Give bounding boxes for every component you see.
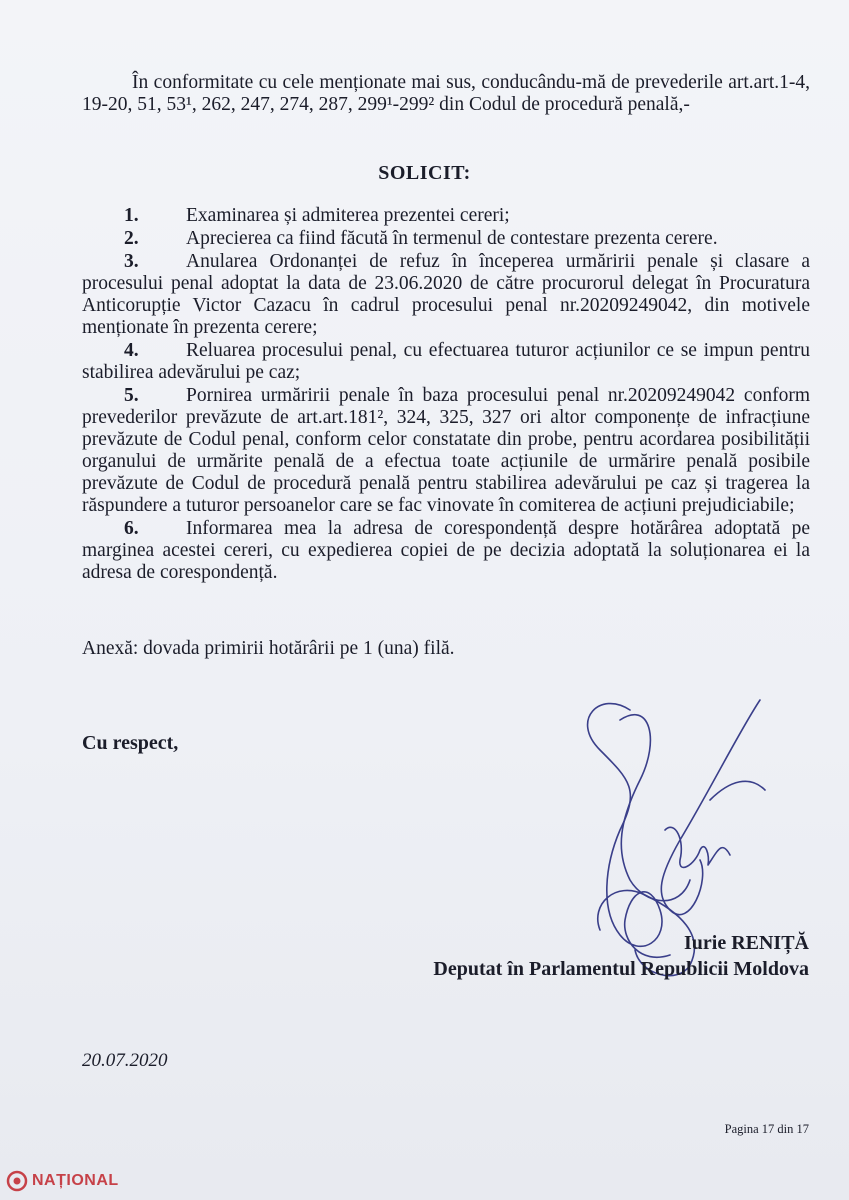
- page-number: Pagina 17 din 17: [724, 1122, 809, 1136]
- request-item: [82, 340, 810, 384]
- source-watermark: [6, 1170, 119, 1192]
- item-number: 2.: [124, 228, 139, 249]
- closing-salutation: Cu respect,: [82, 732, 179, 754]
- annex-line: Anexă: dovada primirii hotărârii pe 1 (una) filă.: [82, 638, 455, 659]
- item-text: Reluarea procesului penal, cu efectuarea tuturor acțiunilor ce se impun pentru stabilirea adevărului pe caz;: [82, 340, 810, 383]
- watermark-text: NAȚIONAL: [32, 1172, 119, 1189]
- item-number: 6.: [124, 518, 139, 539]
- request-item: [82, 205, 810, 227]
- item-text: Pornirea urmăririi penale în baza procesului penal nr.20209249042 conform prevederilor prevăzute de art.art.181², 324, 325, 327 ori altor componențe de infracțiune prevăzute de Codul penal, conform celor constatate din probe, pentru acordarea posibilității organului de urmărite penală de a efectua toate acțiunile de urmărire penală posibile prevăzute de Codul de procedură penală pentru stabilirea adevărului pe caz și tragerea la răspundere a tuturor persoanelor care se fac vinovate în comiterea de acțiuni prejudiciabile;: [82, 385, 810, 516]
- document-date: 20.07.2020: [82, 1050, 168, 1071]
- request-item: [82, 385, 810, 517]
- request-list: [82, 205, 810, 585]
- request-item: [82, 251, 810, 339]
- item-number: 3.: [124, 251, 139, 272]
- item-number: 1.: [124, 205, 139, 226]
- item-text: Informarea mea la adresa de corespondență despre hotărârea adoptată pe marginea acestei cereri, cu expedierea copiei de pe decizia adoptată la soluționarea ei la adresa de corespondență.: [82, 518, 810, 583]
- request-item: [82, 518, 810, 584]
- national-logo-icon: [6, 1170, 28, 1192]
- item-number: 4.: [124, 340, 139, 361]
- item-text: Anularea Ordonanței de refuz în începerea urmăririi penale și clasare a procesului penal adoptat la data de 23.06.2020 de către procurorul delegat în Procuratura Anticorupție Victor Cazacu în cadrul procesului penal nr.20209249042, din motivele menționate în prezenta cerere;: [82, 251, 810, 338]
- signer-role: Deputat în Parlamentul Republicii Moldova: [433, 958, 809, 980]
- request-item: [82, 228, 810, 250]
- item-text: Aprecierea ca fiind făcută în termenul de contestare prezenta cerere.: [186, 228, 718, 249]
- item-text: Examinarea și admiterea prezentei cereri;: [186, 205, 510, 226]
- section-heading: SOLICIT:: [378, 162, 471, 184]
- intro-paragraph: În conformitate cu cele menționate mai sus, conducându-mă de prevederile art.art.1-4, 19-20, 51, 53¹, 262, 247, 274, 287, 299¹-299² din Codul de procedură penală,-: [82, 72, 810, 115]
- signer-name: Iurie RENIȚĂ: [683, 932, 809, 954]
- item-number: 5.: [124, 385, 139, 406]
